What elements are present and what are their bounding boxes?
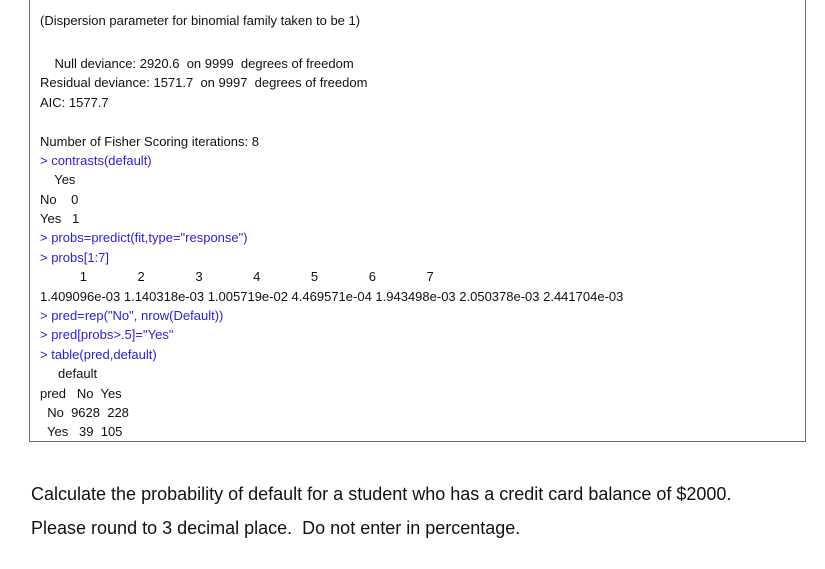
console-command-line: > pred[probs>.5]="Yes": [40, 327, 174, 342]
console-line: AIC: 1577.7: [40, 95, 109, 110]
console-line: pred No Yes: [40, 386, 122, 401]
console-line: No 9628 228: [40, 405, 129, 420]
console-line: Yes 1: [40, 211, 80, 226]
console-line: Yes 39 105: [40, 424, 123, 439]
console-line: Yes: [40, 172, 76, 187]
console-line: (Dispersion parameter for binomial family taken to be 1): [40, 13, 361, 28]
r-console-output: [29, 0, 806, 442]
console-line: Number of Fisher Scoring iterations: 8: [40, 134, 259, 149]
console-line: Null deviance: 2920.6 on 9999 degrees of freedom: [40, 56, 354, 71]
console-command-line: > probs[1:7]: [40, 250, 110, 265]
question-text-line-1: Calculate the probability of default for a student who has a credit card balance of $2000.: [31, 484, 732, 504]
console-command-line: > probs=predict(fit,type="response"): [40, 230, 248, 245]
console-command-line: > table(pred,default): [40, 347, 157, 362]
console-line: 1.409096e-03 1.140318e-03 1.005719e-02 4.469571e-04 1.943498e-03 2.050378e-03 2.441704e-03: [40, 289, 624, 304]
console-command-line: > contrasts(default): [40, 153, 152, 168]
console-line: No 0: [40, 192, 79, 207]
console-line: 1 2 3 4 5 6 7: [40, 269, 434, 284]
console-command-line: > pred=rep("No", nrow(Default)): [40, 308, 224, 323]
console-line: Residual deviance: 1571.7 on 9997 degrees of freedom: [40, 75, 368, 90]
question-text-line-2: Please round to 3 decimal place. Do not enter in percentage.: [31, 518, 521, 538]
console-line: default: [40, 366, 98, 381]
